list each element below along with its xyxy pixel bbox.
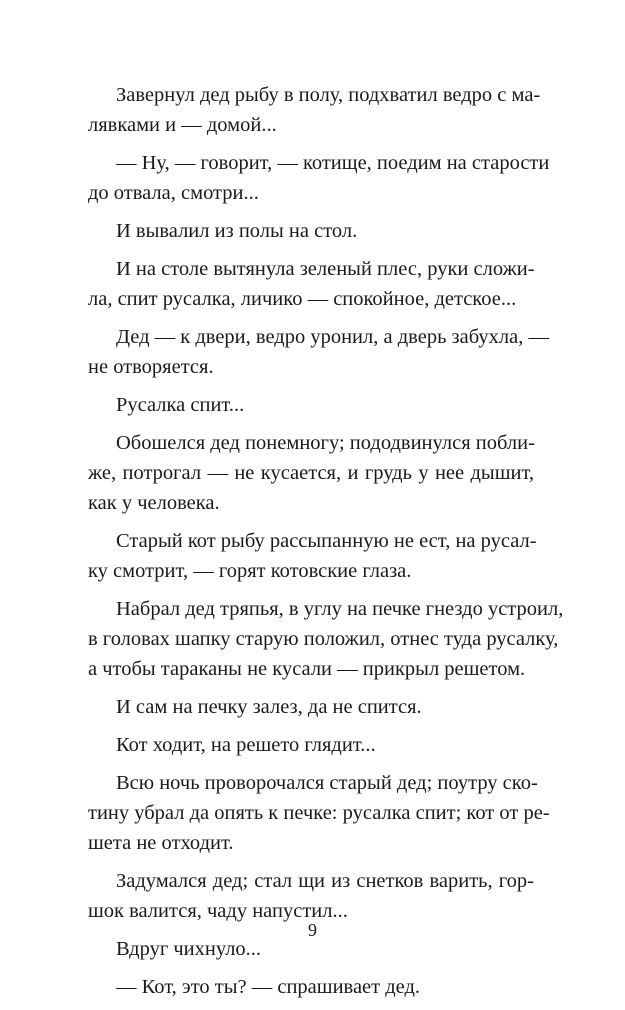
paragraph [88,216,534,246]
text-line: а чтобы тараканы не кусали — прикрыл решетом. [88,658,526,680]
text-line: Задумался дед; стал щи из снетков варить, гор- [116,870,534,892]
paragraph [88,322,549,382]
paragraph [88,972,534,1002]
text-line: в головах шапку старую положил, отнес туда русалку, [88,628,559,650]
text-line: же, потрогал — не кусается, и грудь у нее дышит, [88,462,534,484]
paragraph [88,866,534,926]
text-line: Завернул дед рыбу в полу, подхватил ведро с ма- [116,84,541,106]
text-line: Кот ходит, на решето глядит... [116,734,376,756]
text-line: как у человека. [88,492,220,514]
text-line: тину убрал да опять к печке: русалка спит; кот от ре- [88,802,550,824]
text-line: ку смотрит, — горят котовские глаза. [88,560,412,582]
paragraph [88,80,541,140]
text-line: И сам на печку залез, да не спится. [116,696,422,718]
paragraph [88,428,534,518]
page-body [88,80,564,1010]
text-line: не отворяется. [88,356,214,378]
paragraph [88,254,534,314]
text-line: Русалка спит... [116,394,245,416]
text-line: Дед — к двери, ведро уронил, а дверь забухла, — [116,326,549,348]
text-line: И на столе вытянула зеленый плес, руки сложи- [116,258,535,280]
paragraph [88,526,537,586]
text-line: Всю ночь проворочался старый дед; поутру ско- [116,772,538,794]
paragraph [88,148,550,208]
text-line: Набрал дед тряпья, в углу на печке гнездо устроил, [116,598,564,620]
text-line: Обошелся дед понемногу; пододвинулся побли- [116,432,535,454]
paragraph [88,730,534,760]
text-line: до отвала, смотри... [88,182,259,204]
page-number: 9 [308,920,317,940]
text-line: — Кот, это ты? — спрашивает дед. [116,976,421,998]
text-line: И вывалил из полы на стол. [116,220,358,242]
paragraph [88,692,534,722]
text-line: шета не отходит. [88,832,234,854]
paragraph [88,594,564,684]
text-line: Вдруг чихнуло... [116,938,262,960]
text-line: шок валится, чаду напустил... [88,900,348,922]
text-line: — Ну, — говорит, — котище, поедим на старости [116,152,550,174]
text-line: ла, спит русалка, личико — спокойное, детское... [88,288,517,310]
text-line: лявками и — домой... [88,114,277,136]
paragraph [88,768,550,858]
paragraph [88,390,534,420]
text-line: Старый кот рыбу рассыпанную не ест, на русал- [116,530,537,552]
